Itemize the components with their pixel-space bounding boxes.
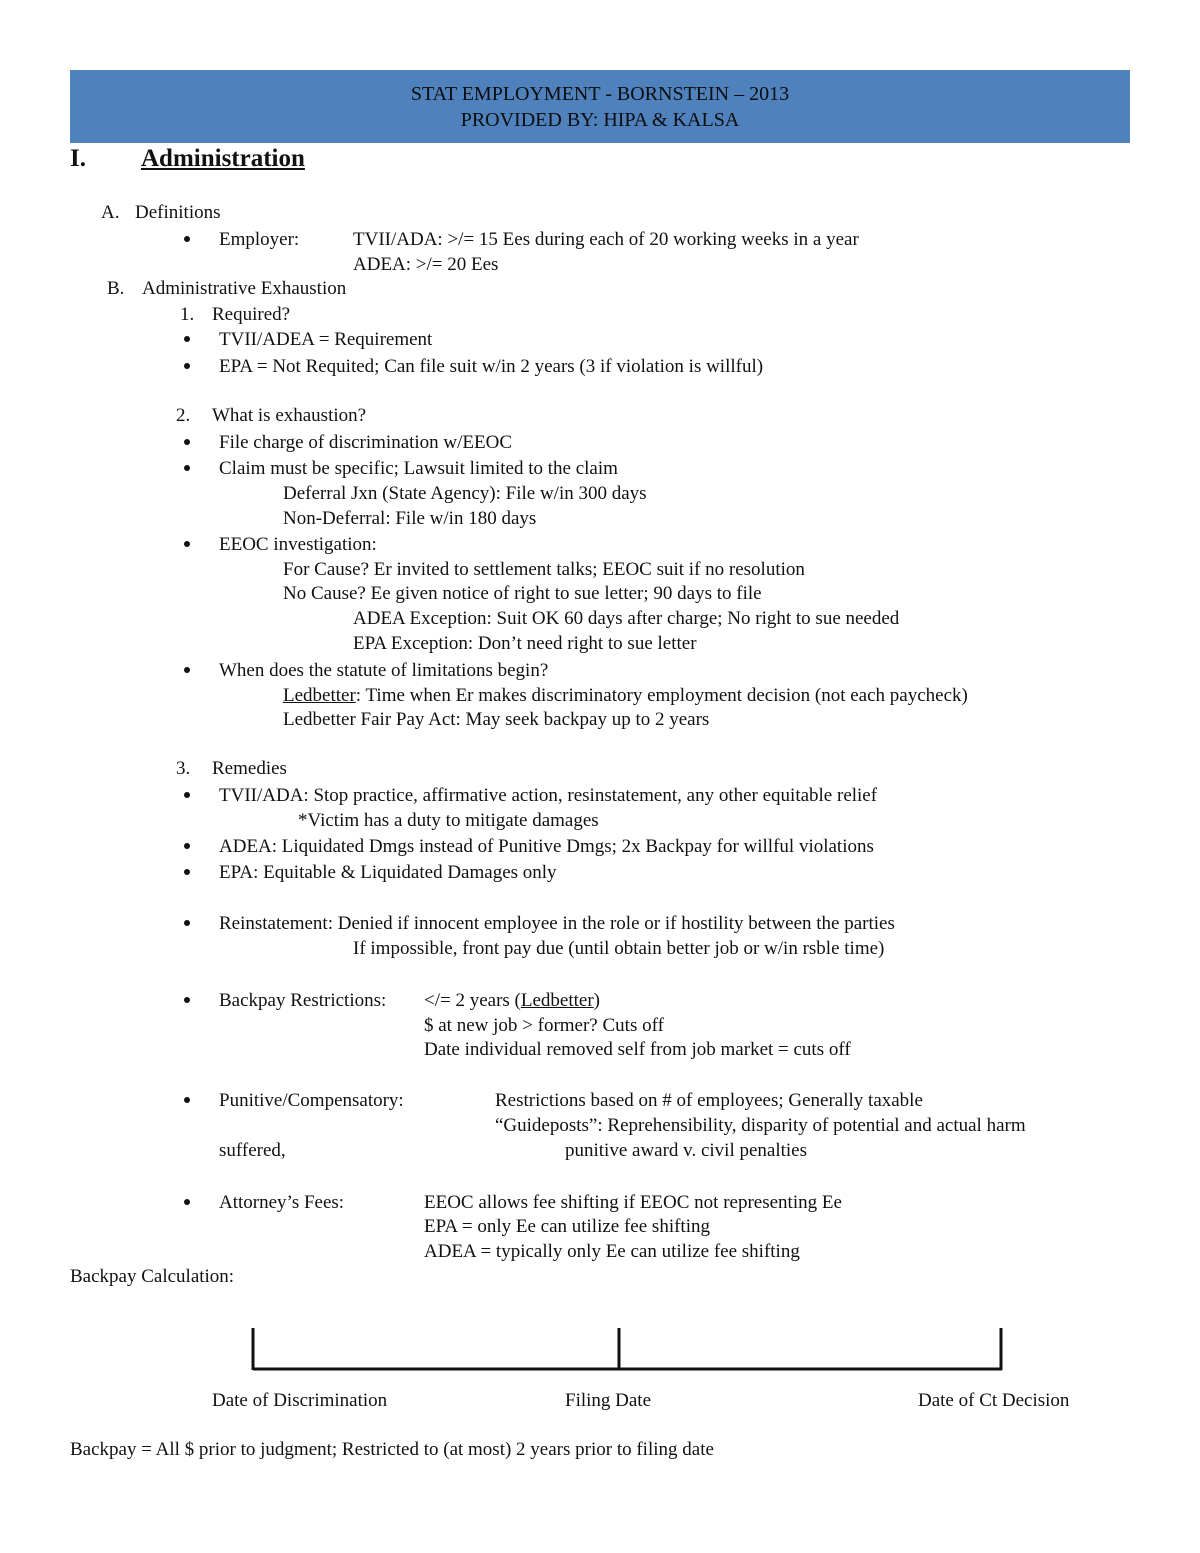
timeline-label-decision: Date of Ct Decision xyxy=(918,1390,1070,1411)
remedies-tvii: TVII/ADA: Stop practice, affirmative action, resinstatement, any other equitable relief xyxy=(219,785,878,806)
deferral-jxn: Deferral Jxn (State Agency): File w/in 300 days xyxy=(283,483,647,504)
timeline-label-discrimination: Date of Discrimination xyxy=(212,1390,388,1411)
backpay-restrictions-label: Backpay Restrictions: xyxy=(219,990,387,1011)
attorney-fees-2: EPA = only Ee can utilize fee shifting xyxy=(424,1216,710,1237)
punitive-line-3b: punitive award v. civil penalties xyxy=(565,1140,807,1161)
outline-label-b: B. xyxy=(107,278,125,299)
backpay-summary: Backpay = All $ prior to judgment; Restricted to (at most) 2 years prior to filing date xyxy=(70,1439,714,1460)
adea-exception: ADEA Exception: Suit OK 60 days after charge; No right to sue needed xyxy=(353,608,900,629)
item-number-3: 3. xyxy=(176,758,191,779)
remedies-adea: ADEA: Liquidated Dmgs instead of Punitive Dmgs; 2x Backpay for willful violations xyxy=(219,836,874,857)
employer-label: Employer: xyxy=(219,229,300,250)
exhaustion-question: What is exhaustion? xyxy=(212,405,367,426)
file-charge: File charge of discrimination w/EEOC xyxy=(219,432,513,453)
claim-specific: Claim must be specific; Lawsuit limited to the claim xyxy=(219,458,618,479)
punitive-line-1: Restrictions based on # of employees; Generally taxable xyxy=(495,1090,923,1111)
for-cause: For Cause? Er invited to settlement talks; EEOC suit if no resolution xyxy=(283,559,805,580)
punitive-label: Punitive/Compensatory: xyxy=(219,1090,404,1111)
employer-def-tvii: TVII/ADA: >/= 15 Ees during each of 20 working weeks in a year xyxy=(353,229,859,250)
punitive-line-2: “Guideposts”: Reprehensibility, disparity of potential and actual harm xyxy=(495,1115,1026,1136)
backpay-restriction-2: $ at new job > former? Cuts off xyxy=(424,1015,664,1036)
remedies-heading: Remedies xyxy=(212,758,287,779)
attorney-fees-3: ADEA = typically only Ee can utilize fee shifting xyxy=(424,1241,800,1262)
timeline-label-filing: Filing Date xyxy=(565,1390,652,1411)
eeoc-investigation: EEOC investigation: xyxy=(219,534,377,555)
backpay-restriction-1: </= 2 years (Ledbetter) xyxy=(424,990,600,1011)
required-epa: EPA = Not Requited; Can file suit w/in 2 years (3 if violation is willful) xyxy=(219,356,764,377)
remedies-epa: EPA: Equitable & Liquidated Damages only xyxy=(219,862,557,883)
backpay-restriction-3: Date individual removed self from job market = cuts off xyxy=(424,1039,851,1060)
required-tvii: TVII/ADEA = Requirement xyxy=(219,329,433,350)
item-number-2: 2. xyxy=(176,405,191,426)
section-title: Administration xyxy=(141,145,305,172)
header-line-2: PROVIDED BY: HIPA & KALSA xyxy=(460,109,740,131)
punitive-line-3a: suffered, xyxy=(219,1140,286,1161)
epa-exception: EPA Exception: Don’t need right to sue letter xyxy=(353,633,697,654)
no-cause: No Cause? Ee given notice of right to sue letter; 90 days to file xyxy=(283,583,762,604)
attorney-fees-label: Attorney’s Fees: xyxy=(219,1192,345,1213)
attorney-fees-1: EEOC allows fee shifting if EEOC not representing Ee xyxy=(424,1192,842,1213)
employer-def-adea: ADEA: >/= 20 Ees xyxy=(353,254,499,275)
mitigate-note: *Victim has a duty to mitigate damages xyxy=(298,810,599,831)
non-deferral: Non-Deferral: File w/in 180 days xyxy=(283,508,537,529)
ledbetter-case: Ledbetter xyxy=(283,685,356,706)
backpay-calc-label: Backpay Calculation: xyxy=(70,1266,235,1287)
section-number: I. xyxy=(70,145,86,172)
ledbetter-case: Ledbetter xyxy=(520,990,594,1011)
outline-label-a: A. xyxy=(101,202,120,223)
ledbetter-fair-pay-act: Ledbetter Fair Pay Act: May seek backpay up to 2 years xyxy=(283,709,710,730)
statute-question: When does the statute of limitations begin? xyxy=(219,660,549,681)
front-pay: If impossible, front pay due (until obtain better job or w/in rsble time) xyxy=(353,938,885,959)
item-number-1: 1. xyxy=(180,304,195,325)
ledbetter-rule: Ledbetter: Time when Er makes discriminatory employment decision (not each paycheck) xyxy=(283,685,968,706)
header-line-1: STAT EMPLOYMENT - BORNSTEIN – 2013 xyxy=(410,83,790,105)
reinstatement: Reinstatement: Denied if innocent employee in the role or if hostility between the parties xyxy=(219,913,895,934)
exhaustion-heading: Administrative Exhaustion xyxy=(142,278,347,299)
required-question: Required? xyxy=(212,304,291,325)
definitions-heading: Definitions xyxy=(135,202,221,223)
